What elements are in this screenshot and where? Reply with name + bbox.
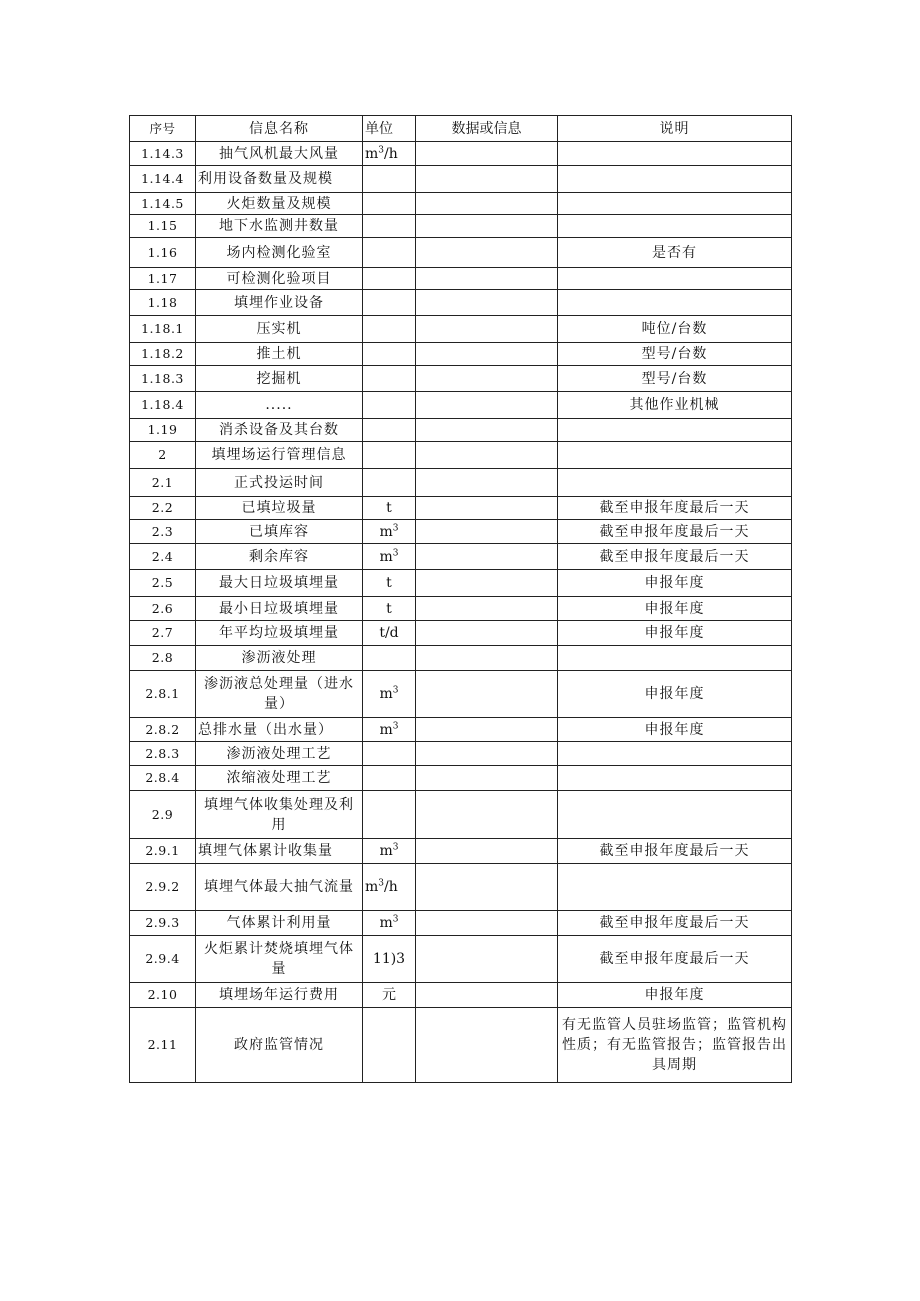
row-note bbox=[558, 193, 792, 215]
row-unit bbox=[363, 469, 416, 497]
row-note: 吨位/台数 bbox=[558, 316, 792, 343]
row-unit: 11)3 bbox=[363, 936, 416, 983]
row-no: 1.17 bbox=[130, 268, 196, 290]
header-data: 数据或信息 bbox=[416, 116, 558, 142]
row-data bbox=[416, 766, 558, 791]
row-data bbox=[416, 442, 558, 469]
row-data bbox=[416, 791, 558, 839]
table-row bbox=[130, 671, 792, 718]
row-no: 2.6 bbox=[130, 597, 196, 621]
row-no: 1.18.3 bbox=[130, 366, 196, 392]
row-name: 可检测化验项目 bbox=[196, 268, 363, 290]
row-name: 渗沥液处理 bbox=[196, 646, 363, 671]
table-row bbox=[130, 621, 792, 646]
row-name: 最小日垃圾填埋量 bbox=[196, 597, 363, 621]
row-note: 截至申报年度最后一天 bbox=[558, 497, 792, 520]
row-no: 2.9.1 bbox=[130, 839, 196, 864]
row-no: 2.5 bbox=[130, 570, 196, 597]
row-unit bbox=[363, 791, 416, 839]
row-name: 政府监管情况 bbox=[196, 1008, 363, 1083]
row-no: 2.11 bbox=[130, 1008, 196, 1083]
table-row bbox=[130, 839, 792, 864]
row-name: 消杀设备及其台数 bbox=[196, 419, 363, 442]
row-data bbox=[416, 497, 558, 520]
table-row bbox=[130, 864, 792, 911]
row-note: 截至申报年度最后一天 bbox=[558, 839, 792, 864]
row-no: 2.9.3 bbox=[130, 911, 196, 936]
row-data bbox=[416, 570, 558, 597]
table-row bbox=[130, 791, 792, 839]
row-note: 截至申报年度最后一天 bbox=[558, 936, 792, 983]
row-unit bbox=[363, 316, 416, 343]
header-name: 信息名称 bbox=[196, 116, 363, 142]
table-row bbox=[130, 469, 792, 497]
row-no: 2 bbox=[130, 442, 196, 469]
row-no: 1.19 bbox=[130, 419, 196, 442]
row-data bbox=[416, 864, 558, 911]
row-data bbox=[416, 215, 558, 238]
row-data bbox=[416, 718, 558, 742]
row-data bbox=[416, 268, 558, 290]
row-note: 截至申报年度最后一天 bbox=[558, 544, 792, 570]
row-note: 是否有 bbox=[558, 238, 792, 268]
row-unit: $m^3/h$ bbox=[363, 142, 416, 166]
row-unit: $m^3$ bbox=[363, 544, 416, 570]
table-row bbox=[130, 215, 792, 238]
row-data bbox=[416, 911, 558, 936]
table-row bbox=[130, 268, 792, 290]
row-note bbox=[558, 864, 792, 911]
row-unit: $m^3$ bbox=[363, 520, 416, 544]
row-unit bbox=[363, 343, 416, 366]
row-note bbox=[558, 766, 792, 791]
row-name: 填埋气体收集处理及利用 bbox=[196, 791, 363, 839]
row-no: 2.9.2 bbox=[130, 864, 196, 911]
row-unit: $m^3$ bbox=[363, 839, 416, 864]
table-row bbox=[130, 290, 792, 316]
row-data bbox=[416, 621, 558, 646]
row-unit: $m^3$ bbox=[363, 718, 416, 742]
table-row bbox=[130, 718, 792, 742]
row-data bbox=[416, 469, 558, 497]
row-unit bbox=[363, 193, 416, 215]
row-name: 场内检测化验室 bbox=[196, 238, 363, 268]
row-note bbox=[558, 791, 792, 839]
row-unit bbox=[363, 366, 416, 392]
row-name: 挖掘机 bbox=[196, 366, 363, 392]
row-note bbox=[558, 442, 792, 469]
table-row bbox=[130, 766, 792, 791]
header-unit: 单位 bbox=[363, 116, 416, 142]
row-unit bbox=[363, 268, 416, 290]
row-data bbox=[416, 671, 558, 718]
row-unit bbox=[363, 238, 416, 268]
table-row bbox=[130, 497, 792, 520]
row-note: 申报年度 bbox=[558, 570, 792, 597]
row-unit: $m^3$ bbox=[363, 671, 416, 718]
row-note bbox=[558, 646, 792, 671]
row-note bbox=[558, 142, 792, 166]
table-row bbox=[130, 193, 792, 215]
info-table bbox=[129, 115, 792, 1083]
row-name: 利用设备数量及规模 bbox=[196, 166, 363, 193]
row-note bbox=[558, 268, 792, 290]
row-data bbox=[416, 983, 558, 1008]
row-name: 年平均垃圾填埋量 bbox=[196, 621, 363, 646]
row-name: 已填库容 bbox=[196, 520, 363, 544]
row-name: 填埋气体累计收集量 bbox=[196, 839, 363, 864]
row-no: 1.16 bbox=[130, 238, 196, 268]
table-row bbox=[130, 442, 792, 469]
row-note: 有无监管人员驻场监管；监管机构性质；有无监管报告；监管报告出具周期 bbox=[558, 1008, 792, 1083]
row-name: 最大日垃圾填埋量 bbox=[196, 570, 363, 597]
row-data bbox=[416, 392, 558, 419]
row-name: 压实机 bbox=[196, 316, 363, 343]
row-name: 抽气风机最大风量 bbox=[196, 142, 363, 166]
row-data bbox=[416, 142, 558, 166]
row-unit bbox=[363, 742, 416, 766]
row-name: 渗沥液总处理量（进水量） bbox=[196, 671, 363, 718]
row-note: 截至申报年度最后一天 bbox=[558, 520, 792, 544]
table-row bbox=[130, 911, 792, 936]
table-row bbox=[130, 392, 792, 419]
row-no: 2.4 bbox=[130, 544, 196, 570]
table-row bbox=[130, 570, 792, 597]
table-row bbox=[130, 316, 792, 343]
row-data bbox=[416, 193, 558, 215]
row-data bbox=[416, 1008, 558, 1083]
row-no: 2.8.2 bbox=[130, 718, 196, 742]
row-no: 2.10 bbox=[130, 983, 196, 1008]
row-no: 2.1 bbox=[130, 469, 196, 497]
row-name: 地下水监测井数量 bbox=[196, 215, 363, 238]
header-note: 说明 bbox=[558, 116, 792, 142]
table-row bbox=[130, 419, 792, 442]
row-note: 申报年度 bbox=[558, 621, 792, 646]
row-note: 申报年度 bbox=[558, 671, 792, 718]
row-no: 2.8.3 bbox=[130, 742, 196, 766]
table-row bbox=[130, 742, 792, 766]
row-note bbox=[558, 166, 792, 193]
row-unit: $m^3$ bbox=[363, 911, 416, 936]
row-note bbox=[558, 215, 792, 238]
row-unit bbox=[363, 442, 416, 469]
row-unit bbox=[363, 1008, 416, 1083]
row-data bbox=[416, 343, 558, 366]
header-no: 序号 bbox=[130, 116, 196, 142]
table-row bbox=[130, 544, 792, 570]
row-unit bbox=[363, 215, 416, 238]
row-note: 截至申报年度最后一天 bbox=[558, 911, 792, 936]
row-no: 1.18.4 bbox=[130, 392, 196, 419]
row-no: 1.14.5 bbox=[130, 193, 196, 215]
table-row bbox=[130, 238, 792, 268]
row-data bbox=[416, 936, 558, 983]
row-note: 其他作业机械 bbox=[558, 392, 792, 419]
row-note: 型号/台数 bbox=[558, 366, 792, 392]
row-no: 2.8.1 bbox=[130, 671, 196, 718]
row-name: 总排水量（出水量） bbox=[196, 718, 363, 742]
row-data bbox=[416, 646, 558, 671]
row-data bbox=[416, 166, 558, 193]
row-data bbox=[416, 238, 558, 268]
row-no: 2.8.4 bbox=[130, 766, 196, 791]
table-header-row bbox=[130, 116, 792, 142]
row-name: 已填垃圾量 bbox=[196, 497, 363, 520]
row-no: 1.18.2 bbox=[130, 343, 196, 366]
row-name: 气体累计利用量 bbox=[196, 911, 363, 936]
row-unit: t bbox=[363, 597, 416, 621]
row-no: 1.15 bbox=[130, 215, 196, 238]
row-data bbox=[416, 544, 558, 570]
row-no: 1.18 bbox=[130, 290, 196, 316]
table-row bbox=[130, 166, 792, 193]
row-name: 渗沥液处理工艺 bbox=[196, 742, 363, 766]
row-unit: t bbox=[363, 570, 416, 597]
row-no: 2.9.4 bbox=[130, 936, 196, 983]
row-note: 申报年度 bbox=[558, 718, 792, 742]
row-data bbox=[416, 366, 558, 392]
row-note bbox=[558, 290, 792, 316]
row-unit bbox=[363, 766, 416, 791]
row-unit bbox=[363, 392, 416, 419]
row-unit: t bbox=[363, 497, 416, 520]
row-note: 申报年度 bbox=[558, 983, 792, 1008]
row-note: 申报年度 bbox=[558, 597, 792, 621]
row-data bbox=[416, 419, 558, 442]
row-name: 正式投运时间 bbox=[196, 469, 363, 497]
row-no: 2.8 bbox=[130, 646, 196, 671]
row-unit: $m^3/h$ bbox=[363, 864, 416, 911]
row-unit bbox=[363, 290, 416, 316]
row-data bbox=[416, 839, 558, 864]
row-note bbox=[558, 742, 792, 766]
row-unit: 元 bbox=[363, 983, 416, 1008]
table-row bbox=[130, 646, 792, 671]
row-unit: t/d bbox=[363, 621, 416, 646]
row-unit bbox=[363, 166, 416, 193]
row-note bbox=[558, 419, 792, 442]
row-name: 填埋气体最大抽气流量 bbox=[196, 864, 363, 911]
table-row bbox=[130, 343, 792, 366]
row-name: 剩余库容 bbox=[196, 544, 363, 570]
table-row bbox=[130, 142, 792, 166]
table-row bbox=[130, 936, 792, 983]
row-no: 1.14.4 bbox=[130, 166, 196, 193]
row-note bbox=[558, 469, 792, 497]
row-name: 填埋场运行管理信息 bbox=[196, 442, 363, 469]
row-no: 2.3 bbox=[130, 520, 196, 544]
row-name: 推土机 bbox=[196, 343, 363, 366]
row-unit bbox=[363, 419, 416, 442]
row-no: 1.18.1 bbox=[130, 316, 196, 343]
row-name: ..... bbox=[196, 392, 363, 419]
table-row bbox=[130, 1008, 792, 1083]
row-no: 2.7 bbox=[130, 621, 196, 646]
row-name: 浓缩液处理工艺 bbox=[196, 766, 363, 791]
row-data bbox=[416, 742, 558, 766]
row-no: 2.9 bbox=[130, 791, 196, 839]
row-no: 2.2 bbox=[130, 497, 196, 520]
row-note: 型号/台数 bbox=[558, 343, 792, 366]
row-unit bbox=[363, 646, 416, 671]
row-no: 1.14.3 bbox=[130, 142, 196, 166]
row-data bbox=[416, 597, 558, 621]
row-data bbox=[416, 316, 558, 343]
table-row bbox=[130, 983, 792, 1008]
row-name: 火炬累计焚烧填埋气体量 bbox=[196, 936, 363, 983]
row-name: 填埋场年运行费用 bbox=[196, 983, 363, 1008]
row-name: 火炬数量及规模 bbox=[196, 193, 363, 215]
table-row bbox=[130, 366, 792, 392]
table-row bbox=[130, 520, 792, 544]
row-name: 填埋作业设备 bbox=[196, 290, 363, 316]
row-data bbox=[416, 520, 558, 544]
row-data bbox=[416, 290, 558, 316]
table-row bbox=[130, 597, 792, 621]
